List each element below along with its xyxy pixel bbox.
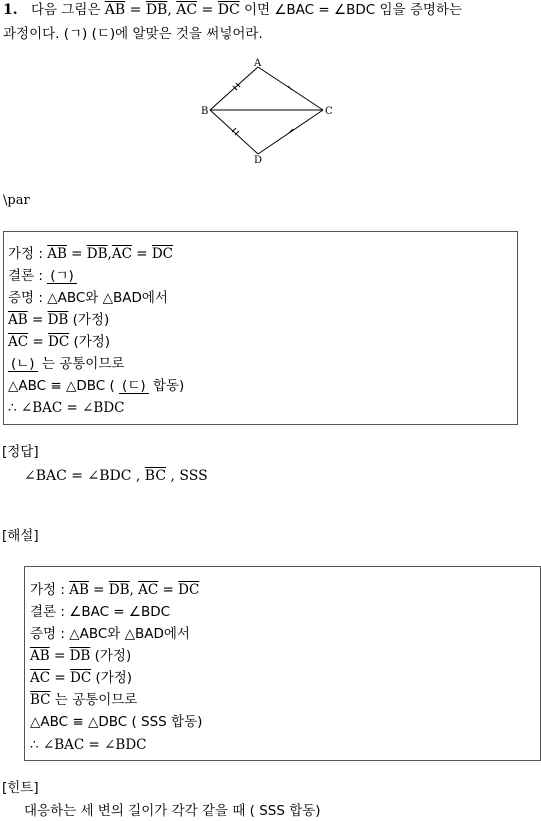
explanation-box bbox=[24, 566, 541, 761]
explanation-conclusion: 결론 : ∠BAC = ∠BDC bbox=[30, 604, 171, 620]
explanation-label: [해설] bbox=[2, 528, 39, 544]
explanation-ab-db: $\overline{AB} = \overline{DB}$ (가정) bbox=[30, 648, 132, 664]
proof-assume: 가정 : $\overline{AB} = \overline{DB},\overline{AC} = \overline{DC}$ bbox=[8, 246, 173, 262]
blank-b: (ㄴ) bbox=[8, 357, 38, 372]
hint-text: 대응하는 세 변의 길이가 각각 같을 때 ( SSS 합동) bbox=[24, 803, 321, 819]
proof-therefore: ∴ ∠BAC = ∠BDC bbox=[8, 400, 125, 416]
explanation-ac-dc: $\overline{AC} = \overline{DC}$ (가정) bbox=[30, 670, 133, 686]
hint-label: [힌트] bbox=[2, 780, 39, 796]
proof-ac-dc: $\overline{AC} = \overline{DC}$ (가정) bbox=[8, 334, 111, 350]
explanation-assume: 가정 : $\overline{AB} = \overline{DB}$, $\overline{AC} = \overline{DC}$ bbox=[30, 582, 200, 598]
explanation-therefore: ∴ ∠BAC = ∠BDC bbox=[30, 737, 147, 753]
question-number: 1. bbox=[3, 2, 18, 18]
label-d: D bbox=[254, 155, 263, 166]
question-line-1: 1. 다음 그림은 $\overline{AB} = \overline{DB}$, $\overline{AC} = \overline{DC}$ 이면 ∠BAC = ∠BDC 임을 증명하는 bbox=[3, 2, 463, 18]
question-line-2: 과정이다. (ㄱ) (ㄷ)에 알맞은 것을 써넣어라. bbox=[3, 26, 263, 42]
quadrilateral-figure bbox=[0, 55, 541, 225]
answer-text: ∠BAC = ∠BDC , $\overline{BC}$ , SSS bbox=[24, 468, 208, 484]
label-b: B bbox=[201, 106, 209, 117]
label-a: A bbox=[254, 58, 262, 69]
blank-c: (ㄷ) bbox=[119, 379, 149, 394]
segment-ab bbox=[210, 67, 258, 110]
explanation-common: $\overline{BC}$ 는 공통이므로 bbox=[30, 692, 138, 708]
blank-a: (ㄱ) bbox=[47, 269, 77, 284]
explanation-proof: 증명 : △ABC와 △BAD에서 bbox=[30, 626, 190, 642]
proof-ab-db: $\overline{AB} = \overline{DB}$ (가정) bbox=[8, 312, 110, 328]
proof-common: (ㄴ) 는 공통이므로 bbox=[8, 356, 124, 372]
answer-label: [정답] bbox=[2, 444, 39, 460]
proof-box bbox=[3, 231, 518, 425]
segment-bd bbox=[210, 110, 258, 154]
proof-statement: 증명 : △ABC와 △BAD에서 bbox=[8, 290, 168, 306]
explanation-congruent: △ABC ≡ △DBC ( SSS 합동) bbox=[30, 714, 203, 730]
label-c: C bbox=[325, 106, 333, 117]
proof-conclusion: 결론 : (ㄱ) bbox=[8, 268, 77, 284]
stray-par-text: \par bbox=[3, 193, 30, 208]
proof-congruent: △ABC ≡ △DBC ( (ㄷ) 합동) bbox=[8, 378, 185, 394]
